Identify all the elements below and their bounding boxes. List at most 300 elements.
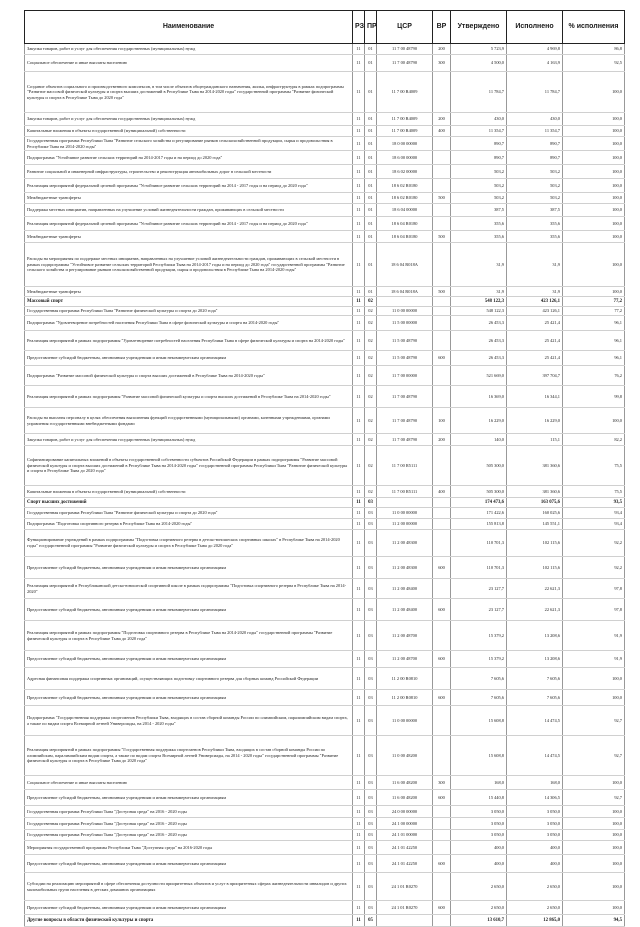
cell-vr: 400	[433, 126, 451, 137]
cell-executed: 423 126,1	[507, 297, 563, 307]
cell-rz: 11	[353, 599, 365, 621]
cell-name: Социальное обеспечение и иные выплаты населению	[25, 55, 353, 72]
cell-executed: 4 163,9	[507, 55, 563, 72]
cell-csr: 18 6 04 R018A	[377, 287, 433, 297]
cell-approved: 5 723,9	[451, 44, 507, 55]
cell-executed: 381 360,6	[507, 446, 563, 486]
cell-csr: 18 6 02 R0180	[377, 193, 433, 204]
cell-approved: 16 229,0	[451, 408, 507, 434]
header-csr: ЦСР	[377, 11, 433, 44]
cell-csr: 11 7 00 R4009	[377, 72, 433, 113]
cell-csr: 11 2 00 48300	[377, 557, 433, 579]
cell-csr: 11 7 00 R5111	[377, 486, 433, 498]
cell-rz: 11	[353, 486, 365, 498]
cell-executed: 160 025,6	[507, 508, 563, 519]
cell-percent: 100,0	[563, 873, 625, 901]
cell-rz: 11	[353, 179, 365, 193]
cell-executed: 355,6	[507, 231, 563, 243]
cell-percent: 100,0	[563, 818, 625, 830]
table-row	[25, 599, 625, 621]
cell-name: Государственная программа Республики Тыва "Развитие физической культуры и спорта до 2020 года"	[25, 508, 353, 519]
table-row	[25, 151, 625, 165]
cell-approved: 110 701,3	[451, 557, 507, 579]
cell-percent: 100,0	[563, 151, 625, 165]
cell-executed: 400,0	[507, 841, 563, 855]
cell-approved: 387,5	[451, 204, 507, 217]
cell-approved: 2 650,0	[451, 873, 507, 901]
budget-execution-table-page	[24, 10, 624, 927]
cell-percent: 97,8	[563, 599, 625, 621]
cell-percent: 82,2	[563, 434, 625, 446]
cell-pr: 03	[365, 790, 377, 806]
cell-approved: 15 608,8	[451, 736, 507, 776]
cell-approved: 4 500,0	[451, 55, 507, 72]
cell-vr: 600	[433, 790, 451, 806]
cell-name: Государственная программа Республики Тыва "Развитие сельского хозяйства и регулирование рынков сельскохозяйственной продукции, сырья и продовольствия в Республике Тыва на 2014-2020 годы"	[25, 137, 353, 151]
table-row	[25, 287, 625, 297]
cell-pr: 01	[365, 165, 377, 179]
cell-pr: 03	[365, 841, 377, 855]
cell-executed: 13 208,6	[507, 621, 563, 651]
cell-approved: 400,0	[451, 841, 507, 855]
cell-approved: 503,2	[451, 193, 507, 204]
cell-executed: 11 354,7	[507, 126, 563, 137]
cell-name: Предоставление субсидий бюджетным, автономным учреждениям и иным некоммерческим организациям	[25, 557, 353, 579]
table-row	[25, 307, 625, 316]
cell-approved: 15 379,2	[451, 651, 507, 668]
cell-percent: 77,2	[563, 297, 625, 307]
cell-executed: 355,6	[507, 217, 563, 231]
cell-approved: 15 608,8	[451, 706, 507, 736]
cell-rz: 11	[353, 231, 365, 243]
cell-pr: 02	[365, 386, 377, 408]
table-row	[25, 193, 625, 204]
cell-percent: 96,1	[563, 316, 625, 331]
cell-pr: 01	[365, 193, 377, 204]
cell-approved: 31,9	[451, 287, 507, 297]
cell-rz: 11	[353, 165, 365, 179]
cell-percent: 92,2	[563, 557, 625, 579]
cell-approved: 26 453,3	[451, 316, 507, 331]
cell-rz: 11	[353, 901, 365, 915]
cell-approved: 890,7	[451, 151, 507, 165]
cell-name: Функционирование учреждений в рамках подпрограммы "Подготовка спортивного резерва в детско-юношеских спортивных школах" в Республике Тыва на 2014-2020 годы" государственной программы "Развитие физической культуры и спорта в Республике Тыва до 2020 года"	[25, 530, 353, 557]
cell-csr	[377, 498, 433, 508]
table-row	[25, 204, 625, 217]
cell-rz: 11	[353, 331, 365, 351]
cell-name: Межбюджетные трансферты	[25, 231, 353, 243]
cell-pr: 01	[365, 72, 377, 113]
cell-name: Подпрограмма "Государственная поддержка спортсменов Республики Тыва, входящих в состав сборной команды России по олимпийским, паралимпийским видам спорта, а также по видам спорта Всемирной летней Универсиады, на 2014 - 2020 годы"	[25, 706, 353, 736]
cell-approved: 503,2	[451, 179, 507, 193]
cell-csr: 24 1 01 42250	[377, 841, 433, 855]
cell-percent: 92,5	[563, 55, 625, 72]
cell-percent: 93,4	[563, 519, 625, 530]
cell-approved: 355,6	[451, 217, 507, 231]
cell-approved: 7 605,6	[451, 668, 507, 690]
table-row	[25, 841, 625, 855]
table-row	[25, 806, 625, 818]
cell-approved: 503,2	[451, 165, 507, 179]
cell-csr: 11 2 00 48700	[377, 651, 433, 668]
cell-name: Межбюджетные трансферты	[25, 287, 353, 297]
cell-pr: 03	[365, 830, 377, 841]
cell-vr	[433, 621, 451, 651]
cell-executed: 115,1	[507, 434, 563, 446]
cell-percent: 93,5	[563, 498, 625, 508]
cell-pr: 01	[365, 44, 377, 55]
cell-executed: 503,2	[507, 179, 563, 193]
cell-csr: 11 2 00 48400	[377, 579, 433, 599]
cell-executed: 145 551,1	[507, 519, 563, 530]
cell-vr	[433, 873, 451, 901]
header-vr: ВР	[433, 11, 451, 44]
cell-pr: 01	[365, 204, 377, 217]
cell-vr	[433, 72, 451, 113]
cell-percent: 100,0	[563, 217, 625, 231]
cell-csr: 24 1 01 R0270	[377, 901, 433, 915]
cell-pr: 02	[365, 351, 377, 366]
cell-vr	[433, 706, 451, 736]
cell-csr: 11 0 00 00000	[377, 706, 433, 736]
cell-vr	[433, 579, 451, 599]
cell-approved: 2 650,0	[451, 901, 507, 915]
cell-pr: 03	[365, 508, 377, 519]
cell-executed: 16 229,0	[507, 408, 563, 434]
cell-vr: 600	[433, 599, 451, 621]
cell-csr: 11 7 00 48790	[377, 434, 433, 446]
cell-rz: 11	[353, 706, 365, 736]
cell-rz: 11	[353, 855, 365, 873]
cell-rz: 11	[353, 137, 365, 151]
cell-percent: 94,5	[563, 915, 625, 927]
cell-approved: 23 127,7	[451, 579, 507, 599]
table-row	[25, 508, 625, 519]
cell-rz: 11	[353, 557, 365, 579]
cell-vr: 100	[433, 408, 451, 434]
cell-name: Развитие социальной и инженерной инфраструктуры, строительство и реконструкция автомобильных дорог в сельской местности	[25, 165, 353, 179]
cell-executed: 3 050,0	[507, 806, 563, 818]
cell-percent: 100,0	[563, 690, 625, 706]
header-name: Наименование	[25, 11, 353, 44]
cell-pr: 01	[365, 126, 377, 137]
section-total-row	[25, 498, 625, 508]
cell-name: Межбюджетные трансферты	[25, 193, 353, 204]
cell-vr: 600	[433, 557, 451, 579]
cell-percent: 100,0	[563, 165, 625, 179]
cell-rz: 11	[353, 113, 365, 126]
cell-name: Предоставление субсидий бюджетным, автономным учреждениям и иным некоммерческим организациям	[25, 651, 353, 668]
table-row	[25, 873, 625, 901]
cell-csr: 11 0 00 00000	[377, 508, 433, 519]
table-row	[25, 776, 625, 790]
cell-executed: 890,7	[507, 151, 563, 165]
cell-rz: 11	[353, 508, 365, 519]
cell-percent: 100,0	[563, 243, 625, 287]
table-row	[25, 668, 625, 690]
table-row	[25, 446, 625, 486]
table-row	[25, 736, 625, 776]
cell-executed: 7 605,6	[507, 690, 563, 706]
cell-executed: 25 421,4	[507, 331, 563, 351]
cell-pr: 02	[365, 307, 377, 316]
cell-csr: 11 7 00 48790	[377, 55, 433, 72]
cell-csr	[377, 915, 433, 927]
cell-executed: 25 421,4	[507, 351, 563, 366]
cell-pr: 03	[365, 873, 377, 901]
cell-name: Реализация мероприятий федеральной целевой программы "Устойчивое развитие сельских территорий на 2014 - 2017 годы и на период до 2020 года"	[25, 179, 353, 193]
table-row	[25, 217, 625, 231]
cell-name: Социальное обеспечение и иные выплаты населению	[25, 776, 353, 790]
cell-rz: 11	[353, 287, 365, 297]
cell-percent: 100,0	[563, 204, 625, 217]
cell-pr: 03	[365, 690, 377, 706]
table-row	[25, 137, 625, 151]
cell-name: Подпрограмма "Устойчивое развитие сельских территорий на 2014-2017 годы и на период до 2020 года"	[25, 151, 353, 165]
header-approved: Утверждено	[451, 11, 507, 44]
cell-executed: 12 865,0	[507, 915, 563, 927]
cell-pr: 02	[365, 331, 377, 351]
cell-vr: 600	[433, 901, 451, 915]
cell-name: Расходы на выплаты персоналу в целях обеспечения выполнения функций государственными (муниципальными) органами, казенными учреждениями, органами управления государственными внебюджетными фондами	[25, 408, 353, 434]
header-executed: Исполнено	[507, 11, 563, 44]
cell-pr: 01	[365, 179, 377, 193]
cell-name: Подпрограмма "Удовлетворение потребностей населения Республики Тыва в сфере физической культуры и спорта на 2014-2020 годы"	[25, 316, 353, 331]
cell-name: Предоставление субсидий бюджетным, автономным учреждениям и иным некоммерческим организациям	[25, 790, 353, 806]
cell-executed: 423 126,1	[507, 307, 563, 316]
cell-pr: 03	[365, 530, 377, 557]
cell-pr: 05	[365, 915, 377, 927]
cell-percent: 91,9	[563, 651, 625, 668]
cell-executed: 3 050,0	[507, 818, 563, 830]
cell-name: Субсидии на реализацию мероприятий в сфере обеспечения доступности приоритетных объектов и услуг в приоритетных сферах жизнедеятельности инвалидов и других маломобильных групп населения в детских домашних организациях	[25, 873, 353, 901]
cell-csr: 11 5 00 48790	[377, 331, 433, 351]
cell-csr: 18 6 04 R0180	[377, 231, 433, 243]
cell-approved: 13 610,7	[451, 915, 507, 927]
cell-rz: 11	[353, 790, 365, 806]
cell-vr	[433, 736, 451, 776]
cell-approved: 15 379,2	[451, 621, 507, 651]
cell-vr: 200	[433, 434, 451, 446]
cell-executed: 387,5	[507, 204, 563, 217]
cell-rz: 11	[353, 776, 365, 790]
cell-csr: 11 2 00 48300	[377, 530, 433, 557]
cell-pr: 03	[365, 498, 377, 508]
cell-percent: 100,0	[563, 830, 625, 841]
cell-executed: 400,0	[507, 855, 563, 873]
cell-executed: 163 075,6	[507, 498, 563, 508]
cell-vr: 600	[433, 855, 451, 873]
cell-rz: 11	[353, 297, 365, 307]
cell-csr: 11 7 00 48790	[377, 44, 433, 55]
cell-rz: 11	[353, 873, 365, 901]
table-row	[25, 621, 625, 651]
cell-approved: 11 354,7	[451, 126, 507, 137]
cell-vr: 600	[433, 351, 451, 366]
cell-csr: 24 1 01 R0270	[377, 873, 433, 901]
cell-vr	[433, 446, 451, 486]
cell-rz: 11	[353, 351, 365, 366]
cell-percent: 100,0	[563, 776, 625, 790]
cell-pr: 03	[365, 706, 377, 736]
cell-vr	[433, 830, 451, 841]
table-row	[25, 530, 625, 557]
section-total-row	[25, 915, 625, 927]
cell-approved: 171 422,6	[451, 508, 507, 519]
cell-pr: 03	[365, 776, 377, 790]
budget-execution-table	[24, 10, 625, 927]
cell-csr: 18 6 04 R018A	[377, 243, 433, 287]
cell-pr: 03	[365, 599, 377, 621]
section-total-row	[25, 297, 625, 307]
cell-percent: 100,0	[563, 231, 625, 243]
cell-approved: 3 050,0	[451, 830, 507, 841]
cell-csr: 11 7 00 00000	[377, 366, 433, 386]
cell-csr: 11 5 00 00000	[377, 316, 433, 331]
cell-name: Предоставление субсидий бюджетным, автономным учреждениям и иным некоммерческим организациям	[25, 599, 353, 621]
cell-vr: 300	[433, 776, 451, 790]
cell-pr: 01	[365, 113, 377, 126]
cell-percent: 100,0	[563, 901, 625, 915]
cell-pr: 02	[365, 316, 377, 331]
table-row	[25, 651, 625, 668]
cell-vr	[433, 165, 451, 179]
header-percent: % исполнения	[563, 11, 625, 44]
cell-csr: 11 7 00 R5111	[377, 446, 433, 486]
cell-csr: 11 7 00 48790	[377, 408, 433, 434]
cell-executed: 14 474,5	[507, 736, 563, 776]
cell-executed: 102 115,6	[507, 557, 563, 579]
table-row	[25, 231, 625, 243]
cell-name: Закупка товаров, работ и услуг для обеспечения государственных (муниципальных) нужд	[25, 44, 353, 55]
cell-percent: 76,2	[563, 366, 625, 386]
cell-rz: 11	[353, 841, 365, 855]
cell-percent: 100,0	[563, 137, 625, 151]
cell-percent: 100,0	[563, 126, 625, 137]
cell-executed: 31,9	[507, 287, 563, 297]
cell-percent: 100,0	[563, 193, 625, 204]
cell-pr: 03	[365, 557, 377, 579]
cell-executed: 14 306,5	[507, 790, 563, 806]
cell-rz: 11	[353, 579, 365, 599]
cell-rz: 11	[353, 193, 365, 204]
table-row	[25, 351, 625, 366]
cell-executed: 397 704,7	[507, 366, 563, 386]
cell-executed: 102 115,6	[507, 530, 563, 557]
cell-percent: 99,8	[563, 386, 625, 408]
table-row	[25, 830, 625, 841]
cell-name: Реализация мероприятий в Республиканской детско-юношеской спортивной школе в рамках подпрограммы "Подготовка спортивного резерва в Республике Тыва на 2014-2020"	[25, 579, 353, 599]
cell-vr: 500	[433, 193, 451, 204]
cell-csr: 18 6 00 00000	[377, 151, 433, 165]
cell-approved: 430,0	[451, 113, 507, 126]
cell-pr: 01	[365, 217, 377, 231]
cell-vr	[433, 243, 451, 287]
table-row	[25, 818, 625, 830]
cell-rz: 11	[353, 651, 365, 668]
cell-rz: 11	[353, 736, 365, 776]
cell-executed: 11 784,7	[507, 72, 563, 113]
cell-pr: 03	[365, 621, 377, 651]
cell-name: Реализация мероприятий в рамках подпрограммы "Удовлетворение потребностей населения Республики Тыва в сфере физической культуры и спорта на 2014-2020 годы"	[25, 331, 353, 351]
cell-percent: 100,0	[563, 841, 625, 855]
cell-vr	[433, 498, 451, 508]
cell-csr: 11 6 00 48200	[377, 790, 433, 806]
cell-approved: 15 440,8	[451, 790, 507, 806]
cell-name: Реализация мероприятий в рамках подпрограммы "Подготовка спортивного резерва в Республике Тыва на 2014-2020 годы" государственной программы "Развитие физической культуры и спорта в Республике Тыва до 2020 года"	[25, 621, 353, 651]
table-row	[25, 408, 625, 434]
cell-rz: 11	[353, 818, 365, 830]
cell-csr: 24 1 01 00000	[377, 830, 433, 841]
cell-csr: 18 6 04 R0180	[377, 217, 433, 231]
cell-percent: 93,4	[563, 508, 625, 519]
cell-vr	[433, 530, 451, 557]
cell-vr	[433, 841, 451, 855]
cell-rz: 11	[353, 217, 365, 231]
cell-approved: 140,0	[451, 434, 507, 446]
cell-name: Софинансирование капитальных вложений в объекты государственной собственности субъектов Российской Федерации в рамках подпрограммы "Развитие массовой физической культуры и спорта высших достижений в Республике Тыва на 2014-2020 годы" государственной программы Республики Тыва "Развитие физической культуры и спорта в Республике Тыва до 2020 года"	[25, 446, 353, 486]
table-row	[25, 386, 625, 408]
cell-executed: 2 650,0	[507, 873, 563, 901]
cell-name: Массовый спорт	[25, 297, 353, 307]
cell-csr	[377, 297, 433, 307]
cell-pr: 01	[365, 151, 377, 165]
cell-executed: 22 621,3	[507, 579, 563, 599]
cell-name: Подпрограмма "Подготовка спортивного резерва в Республике Тыва на 2014-2020 годы"	[25, 519, 353, 530]
cell-name: Государственная программа Республики Тыва "Доступная среда" на 2016 - 2020 годы	[25, 806, 353, 818]
cell-name: Спорт высших достижений	[25, 498, 353, 508]
cell-rz: 11	[353, 530, 365, 557]
table-row	[25, 901, 625, 915]
cell-name: Закупка товаров, работ и услуг для обеспечения государственных (муниципальных) нужд	[25, 434, 353, 446]
cell-vr: 400	[433, 486, 451, 498]
cell-csr: 11 2 00 00000	[377, 519, 433, 530]
cell-csr: 11 0 00 00000	[377, 307, 433, 316]
cell-vr: 200	[433, 44, 451, 55]
cell-approved: 505 300,0	[451, 446, 507, 486]
cell-rz: 11	[353, 915, 365, 927]
cell-approved: 26 453,3	[451, 331, 507, 351]
cell-name: Поддержка местных инициатив, направленных на улучшение условий жизнедеятельности граждан, проживающих в сельской местности	[25, 204, 353, 217]
cell-rz: 11	[353, 55, 365, 72]
cell-csr: 11 2 00 48400	[377, 599, 433, 621]
table-row	[25, 557, 625, 579]
cell-percent: 75,5	[563, 486, 625, 498]
cell-percent: 100,0	[563, 855, 625, 873]
cell-csr: 18 6 04 00000	[377, 204, 433, 217]
cell-approved: 110 701,3	[451, 530, 507, 557]
cell-rz: 11	[353, 408, 365, 434]
cell-pr: 02	[365, 446, 377, 486]
cell-percent: 77,2	[563, 307, 625, 316]
cell-name: Реализация мероприятий в рамках подпрограммы "Государственная поддержка спортсменов Республики Тыва, входящих в состав сборной команды России по олимпийским, паралимпийским видам спорта, а также по видам спорта Всемирной летней Универсиады, на 2014 - 2020 годы" государственной программы "Развитие физической культуры и спорта в Республике Тыва до 2020 года"	[25, 736, 353, 776]
cell-percent: 100,0	[563, 806, 625, 818]
cell-approved: 23 127,7	[451, 599, 507, 621]
cell-vr	[433, 307, 451, 316]
cell-vr: 200	[433, 113, 451, 126]
cell-executed: 503,2	[507, 193, 563, 204]
cell-rz: 11	[353, 498, 365, 508]
cell-pr: 02	[365, 408, 377, 434]
cell-rz: 11	[353, 151, 365, 165]
table-row	[25, 855, 625, 873]
cell-vr	[433, 179, 451, 193]
cell-name: Предоставление субсидий бюджетным, автономным учреждениям и иным некоммерческим организациям	[25, 690, 353, 706]
cell-percent: 100,0	[563, 287, 625, 297]
table-row	[25, 486, 625, 498]
cell-name: Предоставление субсидий бюджетным, автономным учреждениям и иным некоммерческим организациям	[25, 351, 353, 366]
table-row	[25, 579, 625, 599]
